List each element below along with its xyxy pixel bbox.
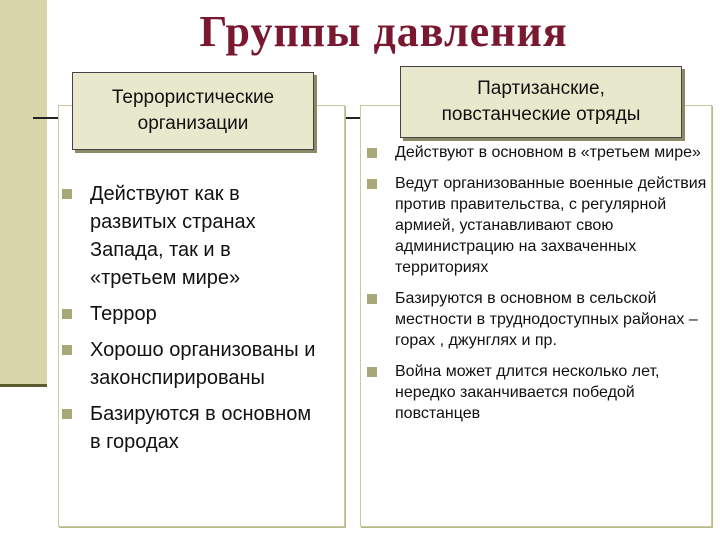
list-item-text: Хорошо организованы и законспирированы [90, 339, 316, 389]
list-item [365, 361, 710, 424]
right-column-header-text: Партизанские, повстанческие отряды [441, 78, 641, 125]
bullet-square-icon [367, 367, 377, 377]
list-item [60, 400, 322, 456]
side-decoration-line [0, 384, 47, 387]
slide-title: Группы давления [199, 7, 568, 56]
list-item [365, 288, 710, 351]
list-item-text: Действуют как в развитых странах Запада, так и в «третьем мире» [90, 183, 256, 289]
left-column-header-text: Террористические организации [111, 87, 275, 134]
list-item [60, 300, 322, 328]
list-item-text: Террор [90, 303, 157, 325]
left-column-list [60, 180, 322, 464]
list-item [365, 142, 710, 163]
right-column-list [365, 142, 710, 434]
list-item [60, 336, 322, 392]
right-column-header [400, 66, 682, 138]
list-item-text: Базируются в основном в городах [90, 403, 312, 453]
bullet-square-icon [62, 189, 72, 199]
bullet-square-icon [367, 148, 377, 158]
bullet-square-icon [367, 179, 377, 189]
list-item [365, 173, 710, 278]
side-decoration-bar [0, 0, 47, 384]
list-item [60, 180, 322, 292]
bullet-square-icon [62, 409, 72, 419]
left-column-header [72, 72, 314, 150]
bullet-square-icon [62, 345, 72, 355]
list-item-text: Война может длится несколько лет, нередко заканчивается победой повстанцев [395, 363, 660, 422]
bullet-square-icon [367, 294, 377, 304]
list-item-text: Действуют в основном в «третьем мире» [395, 144, 701, 161]
list-item-text: Базируются в основном в сельской местности в труднодоступных районах – горах , джунглях и пр. [395, 290, 698, 349]
bullet-square-icon [62, 309, 72, 319]
list-item-text: Ведут организованные военные действия против правительства, с регулярной армией, устанавливают свою администрацию на захваченных территориях [395, 175, 707, 276]
